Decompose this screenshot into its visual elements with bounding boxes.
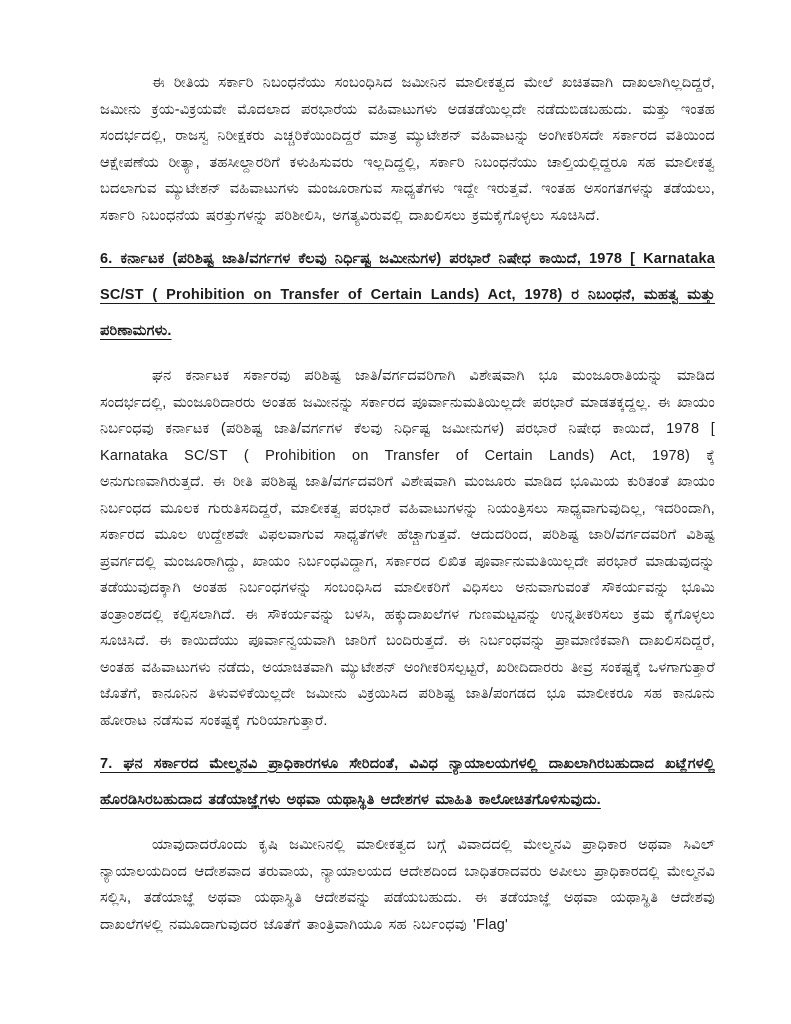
paragraph-government-restriction: ಈ ರೀತಿಯ ಸರ್ಕಾರಿ ನಿಬಂಧನೆಯು ಸಂಬಂಧಿಸಿದ ಜಮೀನಿನ ಮಾಲೀಕತ್ವದ ಮೇಲೆ ಖಚಿತವಾಗಿ ದಾಖಲಾಗಿಲ್ಲದಿದ್ದರೆ, ಜಮೀನು ಕ್ರಯ-ವಿಕ್ರಯವೇ ಮೊದಲಾದ ಪರಭಾರೆಯ ವಹಿವಾಟುಗಳು ಅಡತಡೆಯಿಲ್ಲದೇ ನಡೆದುಬಿಡಬಹುದು. ಮತ್ತು ಇಂತಹ ಸಂದರ್ಭದಲ್ಲಿ, ರಾಜಸ್ವ ನಿರೀಕ್ಷಕರು ಎಚ್ಚರಿಕೆಯಿಂದಿದ್ದರೆ ಮಾತ್ರ ಮ್ಯುಟೇಶನ್ ವಹಿವಾಟನ್ನು ಅಂಗೀಕರಿಸದೇ ಸರ್ಕಾರದ ವತಿಯಿಂದ ಆಕ್ಷೇಪಣೆಯ ರೀತ್ಯಾ, ತಹಸೀಲ್ದಾರರಿಗೆ ಕಳುಹಿಸುವರು ಇಲ್ಲದಿದ್ದಲ್ಲಿ, ಸರ್ಕಾರಿ ನಿಬಂಧನೆಯು ಚಾಲ್ತಿಯಲ್ಲಿದ್ದರೂ ಸಹ ಮಾಲೀಕತ್ವ ಬದಲಾಗುವ ಮ್ಯುಟೇಶನ್ ವಹಿವಾಟುಗಳು ಮಂಜೂರಾಗುವ ಸಾಧ್ಯತೆಗಳು ಇದ್ದೇ ಇರುತ್ತವೆ. ಇಂತಹ ಅಸಂಗತಗಳನ್ನು ತಡೆಯಲು, ಸರ್ಕಾರಿ ನಿಬಂಧನೆಯ ಷರತ್ತುಗಳನ್ನು ಪರಿಶೀಲಿಸಿ, ಅಗತ್ಯವಿರುವಲ್ಲಿ ದಾಖಲಿಸಲು ಕ್ರಮಕೈಗೊಳ್ಳಲು ಸೂಚಿಸಿದೆ. bbox=[100, 75, 715, 224]
paragraph-court-orders-details: ಯಾವುದಾದರೊಂದು ಕೃಷಿ ಜಮೀನಿನಲ್ಲಿ ಮಾಲೀಕತ್ವದ ಬಗ್ಗೆ ವಿವಾದದಲ್ಲಿ ಮೇಲ್ಮನವಿ ಪ್ರಾಧಿಕಾರ ಅಥವಾ ಸಿವಿಲ್ ನ್ಯಾಯಾಲಯದಿಂದ ಆದೇಶವಾದ ತರುವಾಯ, ನ್ಯಾಯಾಲಯದ ಆದೇಶದಿಂದ ಬಾಧಿತರಾದವರು ಅಪೀಲು ಪ್ರಾಧಿಕಾರದಲ್ಲಿ ಮೇಲ್ಮನವಿ ಸಲ್ಲಿಸಿ, ತಡೆಯಾಜ್ಞೆ ಅಥವಾ ಯಥಾಸ್ಥಿತಿ ಆದೇಶವನ್ನು ಪಡೆಯಬಹುದು. ಈ ತಡೆಯಾಜ್ಞೆ ಅಥವಾ ಯಥಾಸ್ಥಿತಿ ಆದೇಶವು ದಾಖಲೆಗಳಲ್ಲಿ ನಮೂದಾಗುವುದರ ಜೊತೆಗೆ ತಾಂತ್ರಿವಾಗಿಯೂ ಸಹ ನಿರ್ಬಂಧವು 'Flag' bbox=[100, 837, 715, 933]
section-heading-6-scst-act: 6. ಕರ್ನಾಟಕ (ಪರಿಶಿಷ್ಟ ಜಾತಿ/ವರ್ಗಗಳ ಕೆಲವು ನಿರ್ಧಿಷ್ಟ ಜಮೀನುಗಳ) ಪರಭಾರೆ ನಿಷೇಧ ಕಾಯಿದೆ, 1978 [ Karnataka SC/ST ( Prohibition on Transfer of Certain Lands) Act, 1978) ರ ನಿಬಂಧನೆ, ಮಹತ್ವ ಮತ್ತು ಪರಿಣಾಮಗಳು. bbox=[100, 251, 715, 339]
paragraph-scst-act-details: ಘನ ಕರ್ನಾಟಕ ಸರ್ಕಾರವು ಪರಿಶಿಷ್ಟ ಜಾತಿ/ವರ್ಗದವರಿಗಾಗಿ ವಿಶೇಷವಾಗಿ ಭೂ ಮಂಜೂರಾತಿಯನ್ನು ಮಾಡಿದ ಸಂದರ್ಭದಲ್ಲಿ, ಮಂಜೂರಿದಾರರು ಅಂತಹ ಜಮೀನನ್ನು ಸರ್ಕಾರದ ಪೂರ್ವಾನುಮತಿಯಿಲ್ಲದೇ ಪರಭಾರೆ ಮಾಡತಕ್ಕದ್ದಲ್ಲ. ಈ ಖಾಯಂ ನಿರ್ಬಂಧವು ಕರ್ನಾಟಕ (ಪರಿಶಿಷ್ಟ ಜಾತಿ/ವರ್ಗಗಳ ಕೆಲವು ನಿರ್ಧಿಷ್ಟ ಜಮೀನುಗಳ) ಪರಭಾರೆ ನಿಷೇಧ ಕಾಯಿದೆ, 1978 [ Karnataka SC/ST ( Prohibition on Transfer of Certain Lands) Act, 1978) ಕ್ಕೆ ಅನುಗುಣವಾಗಿರುತ್ತದೆ. ಈ ರೀತಿ ಪರಿಶಿಷ್ಟ ಜಾತಿ/ವರ್ಗದವರಿಗೆ ವಿಶೇಷವಾಗಿ ಮಂಜೂರು ಮಾಡಿದ ಭೂಮಿಯ ಕುರಿತಂತೆ ಖಾಯಂ ನಿರ್ಬಂಧದ ಮೂಲಕ ಗುರುತಿಸದಿದ್ದರೆ, ಮಾಲೀಕತ್ವ ಪರಭಾರೆ ವಹಿವಾಟುಗಳನ್ನು ನಿಯಂತ್ರಿಸಲು ಸಾಧ್ಯವಾಗುವುದಿಲ್ಲ, ಇದರಿಂದಾಗಿ, ಸರ್ಕಾರದ ಮೂಲ ಉದ್ದೇಶವೇ ವಿಫಲವಾಗುವ ಸಾಧ್ಯತೆಗಳೇ ಹೆಚ್ಚಾಗುತ್ತವೆ. ಆದುದರಿಂದ, ಪರಿಶಿಷ್ಟ ಜಾರಿ/ವರ್ಗದವರಿಗೆ ವಿಶಿಷ್ಟ ಪ್ರವರ್ಗದಲ್ಲಿ ಮಂಜೂರಾಗಿದ್ದು, ಖಾಯಂ ನಿರ್ಬಂಧವಿದ್ದಾಗ, ಸರ್ಕಾರದ ಲಿಖಿತ ಪೂರ್ವಾನುಮತಿಯಿಲ್ಲದೇ ಪರಭಾರೆ ಮಾಡುವುದನ್ನು ತಡೆಯುವುದಕ್ಕಾಗಿ ಅಂತಹ ನಿರ್ಬಂಧಗಳನ್ನು ಸಂಬಂಧಿಸಿದ ಮಾಲೀಕರಿಗೆ ವಿಧಿಸಲು ಅನುವಾಗುವಂತೆ ಸೌಕರ್ಯವನ್ನು ಭೂಮಿ ತಂತ್ರಾಂಶದಲ್ಲಿ ಕಲ್ಪಿಸಲಾಗಿದೆ. ಈ ಸೌಕರ್ಯವನ್ನು ಬಳಸಿ, ಹಕ್ಕುದಾಖಲೆಗಳ ಗುಣಮಟ್ಟವನ್ನು ಉನ್ನತೀಕರಿಸಲು ಕ್ರಮ ಕೈಗೊಳ್ಳಲು ಸೂಚಿಸಿದೆ. ಈ ಕಾಯಿದೆಯು ಪೂರ್ವಾನ್ವಯವಾಗಿ ಜಾರಿಗೆ ಬಂದಿರುತ್ತದೆ. ಈ ನಿರ್ಬಂಧವನ್ನು ಪ್ರಾಮಾಣಿಕವಾಗಿ ದಾಖಲಿಸದಿದ್ದರೆ, ಅಂತಹ ವಹಿವಾಟುಗಳು ನಡೆದು, ಅಯಾಚಿತವಾಗಿ ಮ್ಯುಟೇಶನ್ ಅಂಗೀಕರಿಸಲ್ಪಟ್ಟರೆ, ಖರೀದಿದಾರರು ತೀವ್ರ ಸಂಕಷ್ಟಕ್ಕೆ ಒಳಗಾಗುತ್ತಾರೆ ಜೊತೆಗೆ, ಕಾನೂನಿನ ತಿಳುವಳಿಕೆಯಿಲ್ಲದೇ ಜಮೀನು ವಿಕ್ರಯಿಸಿದ ಪರಿಶಿಷ್ಟ ಜಾತಿ/ಪಂಗಡದ ಭೂ ಮಾಲೀಕರೂ ಸಹ ಕಾನೂನು ಹೋರಾಟ ನಡೆಸುವ ಸಂಕಷ್ಟಕ್ಕೆ ಗುರಿಯಾಗುತ್ತಾರೆ. bbox=[100, 368, 715, 729]
section-heading-7-court-orders: 7. ಘನ ಸರ್ಕಾರದ ಮೇಲ್ಮನವಿ ಪ್ರಾಧಿಕಾರಗಳೂ ಸೇರಿದಂತೆ, ವಿವಿಧ ನ್ಯಾಯಾಲಯಗಳಲ್ಲಿ ದಾಖಲಾಗಿರಬಹುದಾದ ಖಟ್ಲೆಗಳಲ್ಲಿ ಹೊರಡಿಸಿರಬಹುದಾದ ತಡೆಯಾಜ್ಞೆಗಳು ಅಥವಾ ಯಥಾಸ್ಥಿತಿ ಆದೇಶಗಳ ಮಾಹಿತಿ ಕಾಲೋಚಿತಗೊಳಿಸುವುದು. bbox=[100, 756, 715, 808]
